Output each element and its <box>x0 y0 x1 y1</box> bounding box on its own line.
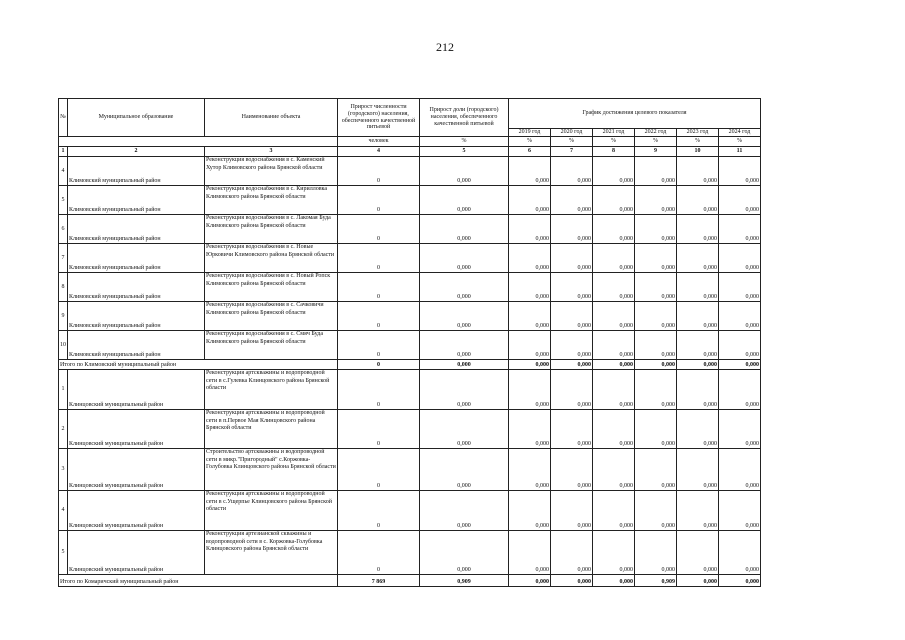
row-year-value: 0,000 <box>509 331 551 360</box>
row-municipality: Климовский муниципальный район <box>68 273 205 302</box>
row-year-value: 0,000 <box>677 410 719 449</box>
header-year: 2024 год <box>719 129 761 137</box>
row-year-value: 0,000 <box>509 410 551 449</box>
row-municipality: Климовский муниципальный район <box>68 331 205 360</box>
row-year-value: 0,000 <box>509 302 551 331</box>
row-year-value: 0,000 <box>551 186 593 215</box>
row-year-value: 0,000 <box>593 244 635 273</box>
row-year-value: 0,000 <box>593 410 635 449</box>
row-number: 5 <box>59 531 68 575</box>
column-number: 6 <box>509 147 551 157</box>
total-people: 7 869 <box>338 575 420 587</box>
row-year-value: 0,000 <box>551 491 593 531</box>
row-share: 0,000 <box>420 331 509 360</box>
row-year-value: 0,000 <box>509 531 551 575</box>
row-year-value: 0,000 <box>677 331 719 360</box>
row-year-value: 0,000 <box>509 215 551 244</box>
unit-year-percent: % <box>677 137 719 147</box>
column-number: 7 <box>551 147 593 157</box>
row-municipality: Клинцовский муниципальный район <box>68 531 205 575</box>
row-number: 10 <box>59 331 68 360</box>
row-share: 0,000 <box>420 531 509 575</box>
row-object-name: Реконструкция водоснабжения в с. Смяч Буда Климовского района Брянской области <box>205 331 338 360</box>
units-blank <box>59 137 338 147</box>
header-year: 2020 год <box>551 129 593 137</box>
row-people: 0 <box>338 449 420 491</box>
table-row <box>59 157 761 186</box>
column-number: 4 <box>338 147 420 157</box>
row-year-value: 0,000 <box>677 491 719 531</box>
row-year-value: 0,000 <box>509 244 551 273</box>
row-municipality: Климовский муниципальный район <box>68 157 205 186</box>
page-number: 212 <box>436 40 454 54</box>
row-year-value: 0,000 <box>551 244 593 273</box>
row-municipality: Клинцовский муниципальный район <box>68 410 205 449</box>
column-number: 3 <box>205 147 338 157</box>
row-people: 0 <box>338 331 420 360</box>
row-object-name: Реконструкция водоснабжения в с. Новые Юрковичи Климовского района Брянской области <box>205 244 338 273</box>
header-object: Наименование объекта <box>205 99 338 137</box>
row-year-value: 0,000 <box>635 302 677 331</box>
row-year-value: 0,000 <box>593 215 635 244</box>
row-year-value: 0,000 <box>677 273 719 302</box>
table-row <box>59 331 761 360</box>
total-year-value: 0,909 <box>635 575 677 587</box>
row-share: 0,000 <box>420 244 509 273</box>
row-year-value: 0,000 <box>677 186 719 215</box>
table-row <box>59 244 761 273</box>
total-year-value: 0,000 <box>635 360 677 370</box>
row-year-value: 0,000 <box>593 186 635 215</box>
header-municipality: Муниципальное образование <box>68 99 205 137</box>
row-year-value: 0,000 <box>593 491 635 531</box>
row-object-name: Реконструкция водоснабжения в с. Лакомая Буда Климовского района Брянской области <box>205 215 338 244</box>
row-year-value: 0,000 <box>593 449 635 491</box>
row-number: 4 <box>59 491 68 531</box>
row-year-value: 0,000 <box>509 370 551 410</box>
row-number: 4 <box>59 157 68 186</box>
unit-people: человек <box>338 137 420 147</box>
row-year-value: 0,000 <box>551 449 593 491</box>
row-year-value: 0,000 <box>635 331 677 360</box>
row-year-value: 0,000 <box>635 449 677 491</box>
column-number: 10 <box>677 147 719 157</box>
row-year-value: 0,000 <box>719 244 761 273</box>
row-year-value: 0,000 <box>509 157 551 186</box>
table-row <box>59 410 761 449</box>
row-year-value: 0,000 <box>677 215 719 244</box>
row-year-value: 0,000 <box>677 531 719 575</box>
total-year-value: 0,000 <box>551 575 593 587</box>
table-row <box>59 302 761 331</box>
row-people: 0 <box>338 157 420 186</box>
row-year-value: 0,000 <box>593 370 635 410</box>
row-year-value: 0,000 <box>635 370 677 410</box>
row-share: 0,000 <box>420 215 509 244</box>
column-number: 1 <box>59 147 68 157</box>
row-year-value: 0,000 <box>719 491 761 531</box>
table-row <box>59 531 761 575</box>
row-year-value: 0,000 <box>551 410 593 449</box>
total-year-value: 0,000 <box>719 575 761 587</box>
total-year-value: 0,000 <box>509 360 551 370</box>
row-year-value: 0,000 <box>719 410 761 449</box>
row-year-value: 0,000 <box>719 157 761 186</box>
row-share: 0,000 <box>420 186 509 215</box>
column-number: 11 <box>719 147 761 157</box>
row-year-value: 0,000 <box>719 449 761 491</box>
row-year-value: 0,000 <box>677 370 719 410</box>
total-year-value: 0,000 <box>509 575 551 587</box>
row-year-value: 0,000 <box>551 215 593 244</box>
total-year-value: 0,000 <box>677 575 719 587</box>
row-object-name: Строительство артскважины и водопроводной сети в микр."Пригородный" с.Коржовка-Голубовка Клинцовского района Брянской области <box>205 449 338 491</box>
column-number: 2 <box>68 147 205 157</box>
row-year-value: 0,000 <box>719 273 761 302</box>
row-share: 0,000 <box>420 449 509 491</box>
total-row <box>59 360 761 370</box>
row-people: 0 <box>338 244 420 273</box>
row-share: 0,000 <box>420 273 509 302</box>
row-year-value: 0,000 <box>593 531 635 575</box>
row-number: 2 <box>59 410 68 449</box>
total-year-value: 0,000 <box>593 575 635 587</box>
header-schedule: График достижения целевого показателя <box>509 99 761 129</box>
header-pop-growth: Прирост численности (городского) населения, обеспеченного качественной питьевой <box>338 99 420 137</box>
row-people: 0 <box>338 186 420 215</box>
table-row <box>59 449 761 491</box>
table-row <box>59 273 761 302</box>
unit-year-percent: % <box>551 137 593 147</box>
row-people: 0 <box>338 410 420 449</box>
header-year: 2021 год <box>593 129 635 137</box>
row-year-value: 0,000 <box>509 491 551 531</box>
row-year-value: 0,000 <box>551 157 593 186</box>
row-year-value: 0,000 <box>635 186 677 215</box>
row-year-value: 0,000 <box>719 370 761 410</box>
row-year-value: 0,000 <box>551 331 593 360</box>
table-row <box>59 491 761 531</box>
column-number: 9 <box>635 147 677 157</box>
row-year-value: 0,000 <box>509 273 551 302</box>
row-year-value: 0,000 <box>719 331 761 360</box>
header-year: 2023 год <box>677 129 719 137</box>
row-year-value: 0,000 <box>677 302 719 331</box>
row-number: 6 <box>59 215 68 244</box>
row-year-value: 0,000 <box>551 302 593 331</box>
header-num: № <box>59 99 68 137</box>
row-year-value: 0,000 <box>677 449 719 491</box>
unit-percent: % <box>420 137 509 147</box>
table-row <box>59 215 761 244</box>
row-object-name: Реконструкция водоснабжения в с. Каменский Хутор Климовского района Брянской области <box>205 157 338 186</box>
row-year-value: 0,000 <box>593 331 635 360</box>
total-people: 0 <box>338 360 420 370</box>
total-row <box>59 575 761 587</box>
row-object-name: Реконструкция водоснабжения в с. Сачковичи Климовского района Брянской области <box>205 302 338 331</box>
row-share: 0,000 <box>420 491 509 531</box>
row-year-value: 0,000 <box>593 302 635 331</box>
row-people: 0 <box>338 491 420 531</box>
column-number: 5 <box>420 147 509 157</box>
header-year: 2022 год <box>635 129 677 137</box>
total-share: 0,909 <box>420 575 509 587</box>
row-year-value: 0,000 <box>551 531 593 575</box>
row-year-value: 0,000 <box>635 273 677 302</box>
row-year-value: 0,000 <box>551 370 593 410</box>
row-object-name: Реконструкция артскважины и водопроводной сети в п.Первое Мая Клинцовского района Брянской области <box>205 410 338 449</box>
row-object-name: Реконструкция водоснабжения в с. Кирилловка Климовского района Брянской области <box>205 186 338 215</box>
total-year-value: 0,000 <box>551 360 593 370</box>
row-number: 9 <box>59 302 68 331</box>
row-share: 0,000 <box>420 410 509 449</box>
total-label: Итого по Комаричский муниципальный район <box>59 575 338 587</box>
row-year-value: 0,000 <box>635 215 677 244</box>
row-object-name: Реконструкция артскважины и водопроводной сети в с.Гулевка Клинцовского района Брянской области <box>205 370 338 410</box>
row-number: 7 <box>59 244 68 273</box>
row-people: 0 <box>338 531 420 575</box>
unit-year-percent: % <box>593 137 635 147</box>
row-object-name: Реконструкция артскважины и водопроводной сети в с.Ущерпье Клинцовского района Брянской области <box>205 491 338 531</box>
total-share: 0,000 <box>420 360 509 370</box>
row-people: 0 <box>338 215 420 244</box>
row-number: 8 <box>59 273 68 302</box>
row-object-name: Реконструкция артезианской скважины и водопроводной сети в с. Коржовка-Голубовка Клинцовского района Брянской области <box>205 531 338 575</box>
row-number: 3 <box>59 449 68 491</box>
table-row <box>59 370 761 410</box>
row-year-value: 0,000 <box>677 244 719 273</box>
row-share: 0,000 <box>420 157 509 186</box>
row-year-value: 0,000 <box>551 273 593 302</box>
unit-year-percent: % <box>635 137 677 147</box>
row-year-value: 0,000 <box>635 157 677 186</box>
row-people: 0 <box>338 273 420 302</box>
column-number: 8 <box>593 147 635 157</box>
row-share: 0,000 <box>420 302 509 331</box>
row-people: 0 <box>338 370 420 410</box>
total-year-value: 0,000 <box>677 360 719 370</box>
row-year-value: 0,000 <box>677 157 719 186</box>
row-year-value: 0,000 <box>635 244 677 273</box>
total-year-value: 0,000 <box>719 360 761 370</box>
header-share-growth: Прирост доли (городского) населения, обеспеченного качественной питьевой <box>420 99 509 137</box>
table-row <box>59 186 761 215</box>
row-year-value: 0,000 <box>509 186 551 215</box>
row-year-value: 0,000 <box>719 215 761 244</box>
unit-year-percent: % <box>509 137 551 147</box>
row-municipality: Климовский муниципальный район <box>68 215 205 244</box>
water-supply-table <box>58 98 761 587</box>
row-object-name: Реконструкция водоснабжения в с. Новый Ропск Климовского района Брянской области <box>205 273 338 302</box>
row-year-value: 0,000 <box>635 531 677 575</box>
row-number: 5 <box>59 186 68 215</box>
row-year-value: 0,000 <box>593 273 635 302</box>
row-municipality: Климовский муниципальный район <box>68 244 205 273</box>
row-share: 0,000 <box>420 370 509 410</box>
row-municipality: Климовский муниципальный район <box>68 186 205 215</box>
total-year-value: 0,000 <box>593 360 635 370</box>
row-year-value: 0,000 <box>719 186 761 215</box>
unit-year-percent: % <box>719 137 761 147</box>
row-year-value: 0,000 <box>719 531 761 575</box>
row-year-value: 0,000 <box>635 491 677 531</box>
row-year-value: 0,000 <box>635 410 677 449</box>
row-municipality: Клинцовский муниципальный район <box>68 370 205 410</box>
row-municipality: Климовский муниципальный район <box>68 302 205 331</box>
row-municipality: Клинцовский муниципальный район <box>68 491 205 531</box>
row-people: 0 <box>338 302 420 331</box>
total-label: Итого по Климовский муниципальный район <box>59 360 338 370</box>
row-number: 1 <box>59 370 68 410</box>
row-year-value: 0,000 <box>719 302 761 331</box>
row-municipality: Клинцовский муниципальный район <box>68 449 205 491</box>
row-year-value: 0,000 <box>593 157 635 186</box>
header-year: 2019 год <box>509 129 551 137</box>
row-year-value: 0,000 <box>509 449 551 491</box>
